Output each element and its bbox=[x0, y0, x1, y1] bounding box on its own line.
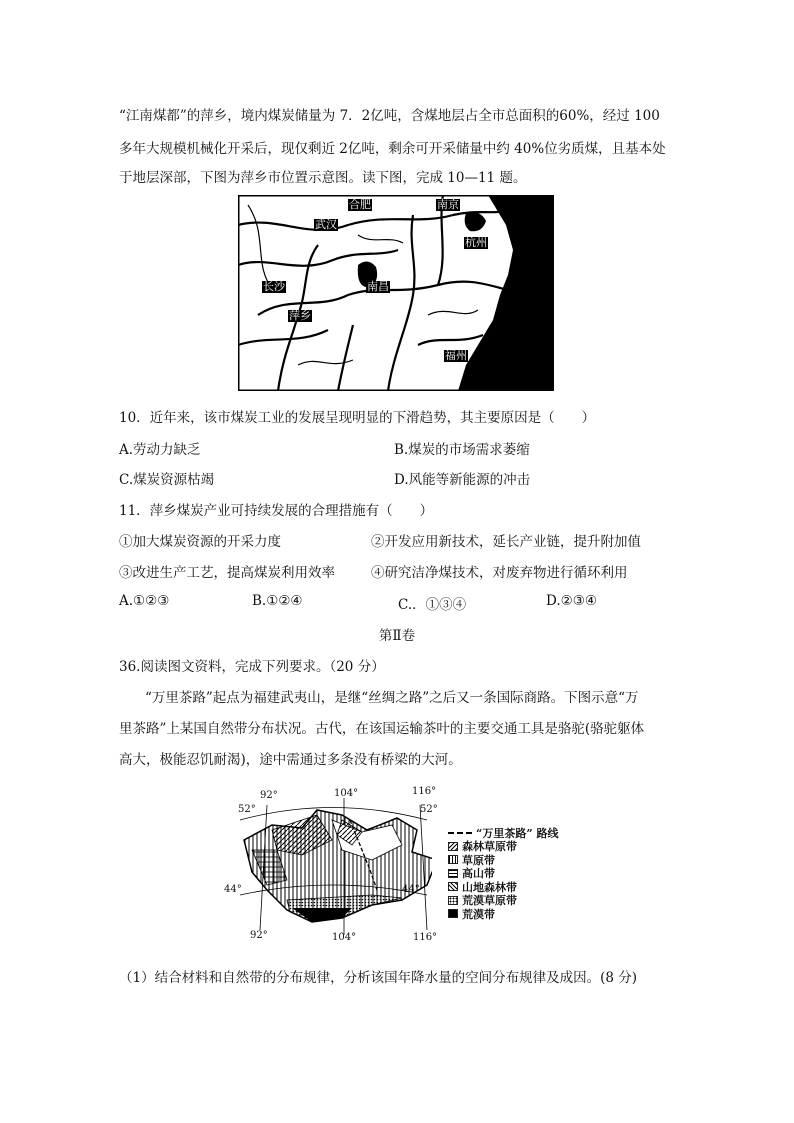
q11-item-3: ③改进生产工艺，提高煤炭利用效率 bbox=[119, 565, 335, 581]
deg-52-right: 52° bbox=[420, 804, 438, 815]
map1-drawing bbox=[238, 195, 554, 391]
deg-116-top: 116° bbox=[412, 786, 437, 797]
legend-label: 山地森林带 bbox=[462, 880, 517, 894]
legend-label: 森林草原带 bbox=[462, 840, 517, 853]
desert-swatch-icon bbox=[448, 909, 458, 918]
legend-route-label: “万里茶路” 路线 bbox=[476, 826, 559, 840]
q11-option-a: A.①②③ bbox=[119, 593, 170, 609]
section-title: 第Ⅱ卷 bbox=[378, 628, 416, 644]
intro-line-1: “江南煤都”的萍乡，境内煤炭储量为 7．2亿吨，含煤地层占全市总面积的60%，经过 100 bbox=[119, 108, 660, 124]
deg-44-left: 44° bbox=[224, 884, 242, 895]
intro-line-2: 多年大规模机械化开采后，现仅剩近 2亿吨，剩余可开采储量中约 40%位劣质煤，且基本处 bbox=[119, 141, 666, 157]
q11-item-1: ①加大煤炭资源的开采力度 bbox=[119, 534, 281, 550]
q11-option-d: D.②③④ bbox=[546, 593, 597, 609]
deg-104-bottom: 104° bbox=[332, 932, 357, 943]
city-label-fuzhou: 福州 bbox=[445, 349, 467, 362]
city-label-wuhan: 武汉 bbox=[315, 218, 337, 231]
q10-option-b: B.煤炭的市场需求萎缩 bbox=[394, 442, 530, 458]
q11-option-b: B.①②④ bbox=[252, 593, 303, 609]
city-label-hangzhou: 杭州 bbox=[465, 236, 487, 249]
q11-option-c: C.．①③④ bbox=[398, 597, 467, 613]
desert-steppe-swatch-icon bbox=[448, 896, 458, 905]
q36-para-line-2: 里茶路”上某国自然带分布状况。古代，在该国运输茶叶的主要交通工具是骆驼(骆驼躯体 bbox=[119, 721, 645, 737]
legend-label: 草原带 bbox=[462, 853, 495, 867]
legend-label: 高山带 bbox=[462, 867, 495, 880]
q36-para-line-3: 高大，极能忍饥耐渴)，途中需通过多条没有桥梁的大河。 bbox=[119, 752, 462, 768]
q10-option-d: D.风能等新能源的冲击 bbox=[394, 472, 531, 488]
forest-steppe-swatch-icon bbox=[448, 842, 458, 851]
natural-zone-map bbox=[224, 786, 437, 945]
q10-stem: 10．近年来，该市煤炭工业的发展呈现明显的下滑趋势，其主要原因是（ ） bbox=[119, 410, 596, 426]
q36-sub-1: （1）结合材料和自然带的分布规律，分析该国年降水量的空间分布规律及成因。(8 分) bbox=[119, 970, 638, 986]
q10-option-c: C.煤炭资源枯竭 bbox=[119, 472, 215, 488]
q11-item-2: ②开发应用新技术，延长产业链，提升附加值 bbox=[371, 534, 641, 550]
city-label-hefei: 合肥 bbox=[349, 198, 371, 211]
q11-stem: 11．萍乡煤炭产业可持续发展的合理措施有（ ） bbox=[119, 503, 434, 519]
alpine-swatch-icon bbox=[448, 869, 458, 878]
deg-92-bottom: 92° bbox=[250, 930, 268, 941]
dash-line-icon bbox=[448, 830, 472, 836]
q10-option-a: A.劳动力缺乏 bbox=[119, 442, 201, 458]
legend-label: 荒漠草原带 bbox=[462, 894, 517, 907]
deg-116-bottom: 116° bbox=[413, 932, 438, 943]
q36-para-line-1: “万里茶路”起点为福建武夷山，是继“丝绸之路”之后又一条国际商路。下图示意“万 bbox=[145, 690, 639, 706]
map2-drawing bbox=[232, 790, 432, 945]
mountain-forest-swatch-icon bbox=[448, 882, 458, 891]
deg-44-right: 44° bbox=[402, 884, 420, 895]
map2-legend bbox=[448, 826, 558, 921]
q11-item-4: ④研究洁净煤技术，对废弃物进行循环利用 bbox=[371, 565, 628, 581]
legend-label: 荒漠带 bbox=[462, 907, 495, 921]
city-label-changsha: 长沙 bbox=[263, 280, 285, 293]
intro-line-3: 于地层深部，下图为萍乡市位置示意图。读下图，完成 10—11 题。 bbox=[119, 170, 527, 186]
city-label-nanjing: 南京 bbox=[437, 198, 459, 211]
deg-92-top: 92° bbox=[260, 790, 278, 801]
city-label-pingxiang: 萍乡 bbox=[289, 309, 311, 322]
pingxiang-location-map bbox=[238, 195, 554, 391]
steppe-swatch-icon bbox=[448, 855, 458, 864]
city-label-nanchang: 南昌 bbox=[367, 280, 389, 293]
legend-item bbox=[448, 907, 558, 920]
deg-104-top: 104° bbox=[334, 788, 359, 799]
deg-52-left: 52° bbox=[238, 804, 256, 815]
q36-stem: 36.阅读图文资料，完成下列要求。（20 分） bbox=[119, 659, 385, 675]
